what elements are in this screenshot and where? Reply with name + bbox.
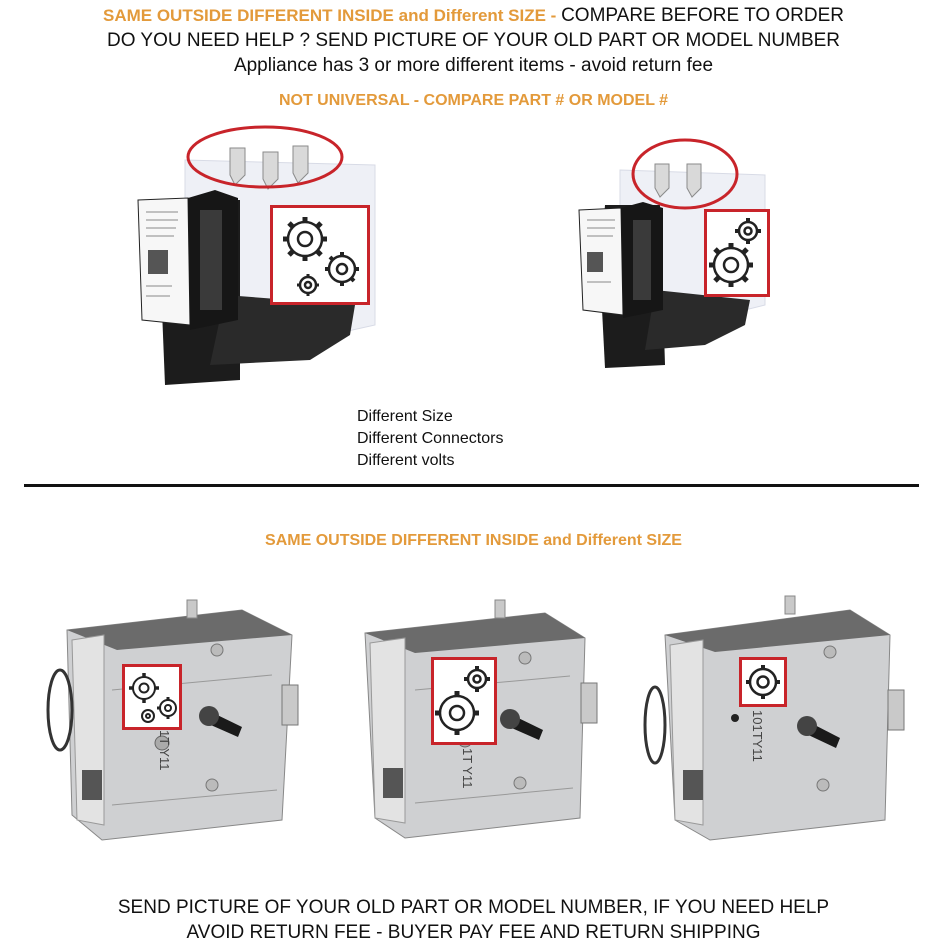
gear-box-timer-2 <box>431 657 497 745</box>
difference-item: Different Size <box>357 408 453 425</box>
header-line-1 <box>0 4 947 28</box>
gear-box-timer-1 <box>122 664 182 730</box>
difference-item: Different Connectors <box>357 430 504 447</box>
terminal-highlight-ellipse-large <box>185 125 345 190</box>
differences-list <box>357 406 503 472</box>
gear-box-small <box>704 209 770 297</box>
not-universal-subtitle: NOT UNIVERSAL - COMPARE PART # OR MODEL # <box>278 92 669 109</box>
header-compare-text: COMPARE BEFORE TO ORDER <box>561 5 845 26</box>
footer-line-1: SEND PICTURE OF YOUR OLD PART OR MODEL NUMBER, IF YOU NEED HELP <box>117 897 830 918</box>
timer-label: 1T Y11 <box>460 748 475 789</box>
gear-box-large <box>270 205 370 305</box>
section-divider <box>24 484 919 487</box>
gear-box-timer-3 <box>739 657 787 707</box>
header-highlight-text: SAME OUTSIDE DIFFERENT INSIDE and Different SIZE - <box>102 6 562 25</box>
footer-line-2: AVOID RETURN FEE - BUYER PAY FEE AND RETURN SHIPPING <box>186 922 761 943</box>
header-line-2: DO YOU NEED HELP ? SEND PICTURE OF YOUR OLD PART OR MODEL NUMBER <box>106 30 841 51</box>
timer-label: 1T Y11 <box>157 730 172 771</box>
header-line-3: Appliance has 3 or more different items - avoid return fee <box>233 55 714 76</box>
terminal-highlight-ellipse-small <box>630 137 740 212</box>
difference-item: Different volts <box>357 452 455 469</box>
timer-image-3 <box>645 590 915 845</box>
timer-label: 101TY11 <box>750 710 765 762</box>
section2-title: SAME OUTSIDE DIFFERENT INSIDE and Different SIZE <box>265 532 682 549</box>
